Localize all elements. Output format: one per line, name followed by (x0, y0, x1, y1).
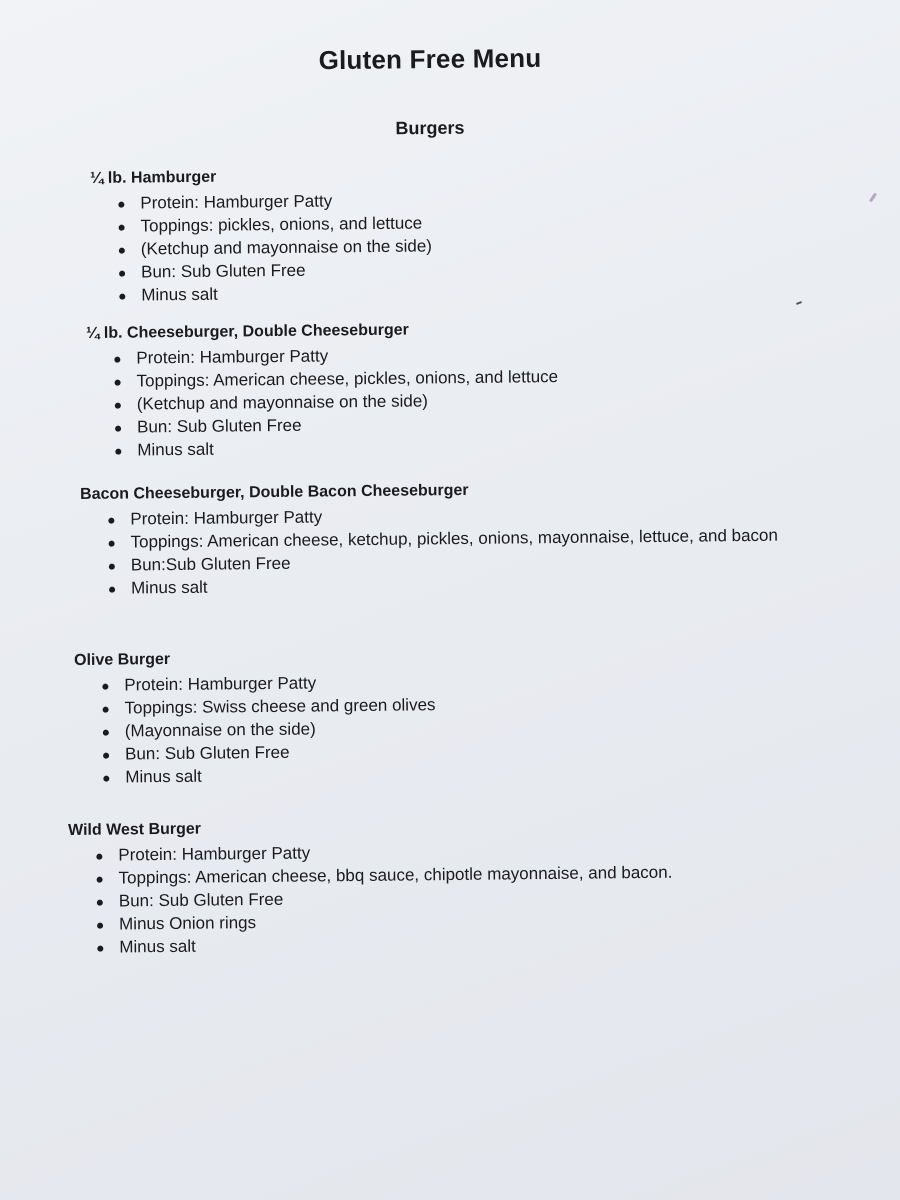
item-detail: Toppings: Swiss cheese and green olives (100, 689, 794, 719)
item-detail: Minus salt (117, 277, 791, 307)
item-name: Wild West Burger (68, 820, 202, 839)
item-detail: Minus Onion rings (95, 905, 809, 935)
pen-mark (869, 193, 877, 203)
item-detail: (Mayonnaise on the side) (101, 712, 795, 742)
item-detail: Toppings: American cheese, pickles, onions, and lettuce (112, 362, 806, 392)
menu-item-hamburger (90, 163, 791, 307)
item-detail: Minus salt (95, 928, 809, 958)
item-name: Olive Burger (74, 650, 171, 669)
item-details-list (74, 666, 795, 789)
menu-item-cheeseburger (86, 317, 807, 462)
item-detail: (Ketchup and mayonnaise on the side) (113, 385, 807, 415)
item-detail: Bun: Sub Gluten Free (95, 882, 809, 912)
item-detail: Protein: Hamburger Patty (116, 185, 790, 215)
item-detail: Toppings: pickles, onions, and lettuce (116, 208, 790, 238)
item-name: ¼ lb. Hamburger (90, 168, 217, 187)
item-name: ¼ lb. Cheeseburger, Double Cheeseburger (86, 321, 409, 342)
menu-item-olive-burger (74, 644, 795, 789)
item-detail: (Ketchup and mayonnaise on the side) (117, 231, 791, 261)
item-detail: Minus salt (101, 758, 795, 788)
item-details-list (86, 339, 807, 462)
pen-mark (796, 301, 802, 305)
item-detail: Toppings: American cheese, ketchup, pickles, onions, mayonnaise, lettuce, and bacon (106, 524, 780, 554)
menu-item-wild-west-burger (68, 814, 809, 959)
item-detail: Protein: Hamburger Patty (94, 836, 808, 866)
item-name: Bacon Cheeseburger, Double Bacon Cheeseburger (80, 481, 469, 503)
item-detail: Bun: Sub Gluten Free (117, 254, 791, 284)
item-detail: Bun:Sub Gluten Free (107, 547, 781, 577)
item-detail: Bun: Sub Gluten Free (113, 408, 807, 438)
page-title: Gluten Free Menu (318, 42, 542, 76)
section-title-burgers: Burgers (395, 117, 465, 139)
item-detail: Protein: Hamburger Patty (112, 339, 806, 369)
item-detail: Protein: Hamburger Patty (106, 501, 780, 531)
item-detail: Bun: Sub Gluten Free (101, 735, 795, 765)
item-detail: Protein: Hamburger Patty (100, 666, 794, 696)
item-details-list (90, 185, 791, 307)
item-details-list (68, 836, 809, 959)
menu-item-bacon-cheeseburger (80, 479, 781, 600)
item-detail: Minus salt (107, 570, 781, 600)
item-details-list (80, 501, 781, 600)
item-detail: Toppings: American cheese, bbq sauce, chipotle mayonnaise, and bacon. (94, 859, 808, 889)
item-detail: Minus salt (113, 431, 807, 461)
